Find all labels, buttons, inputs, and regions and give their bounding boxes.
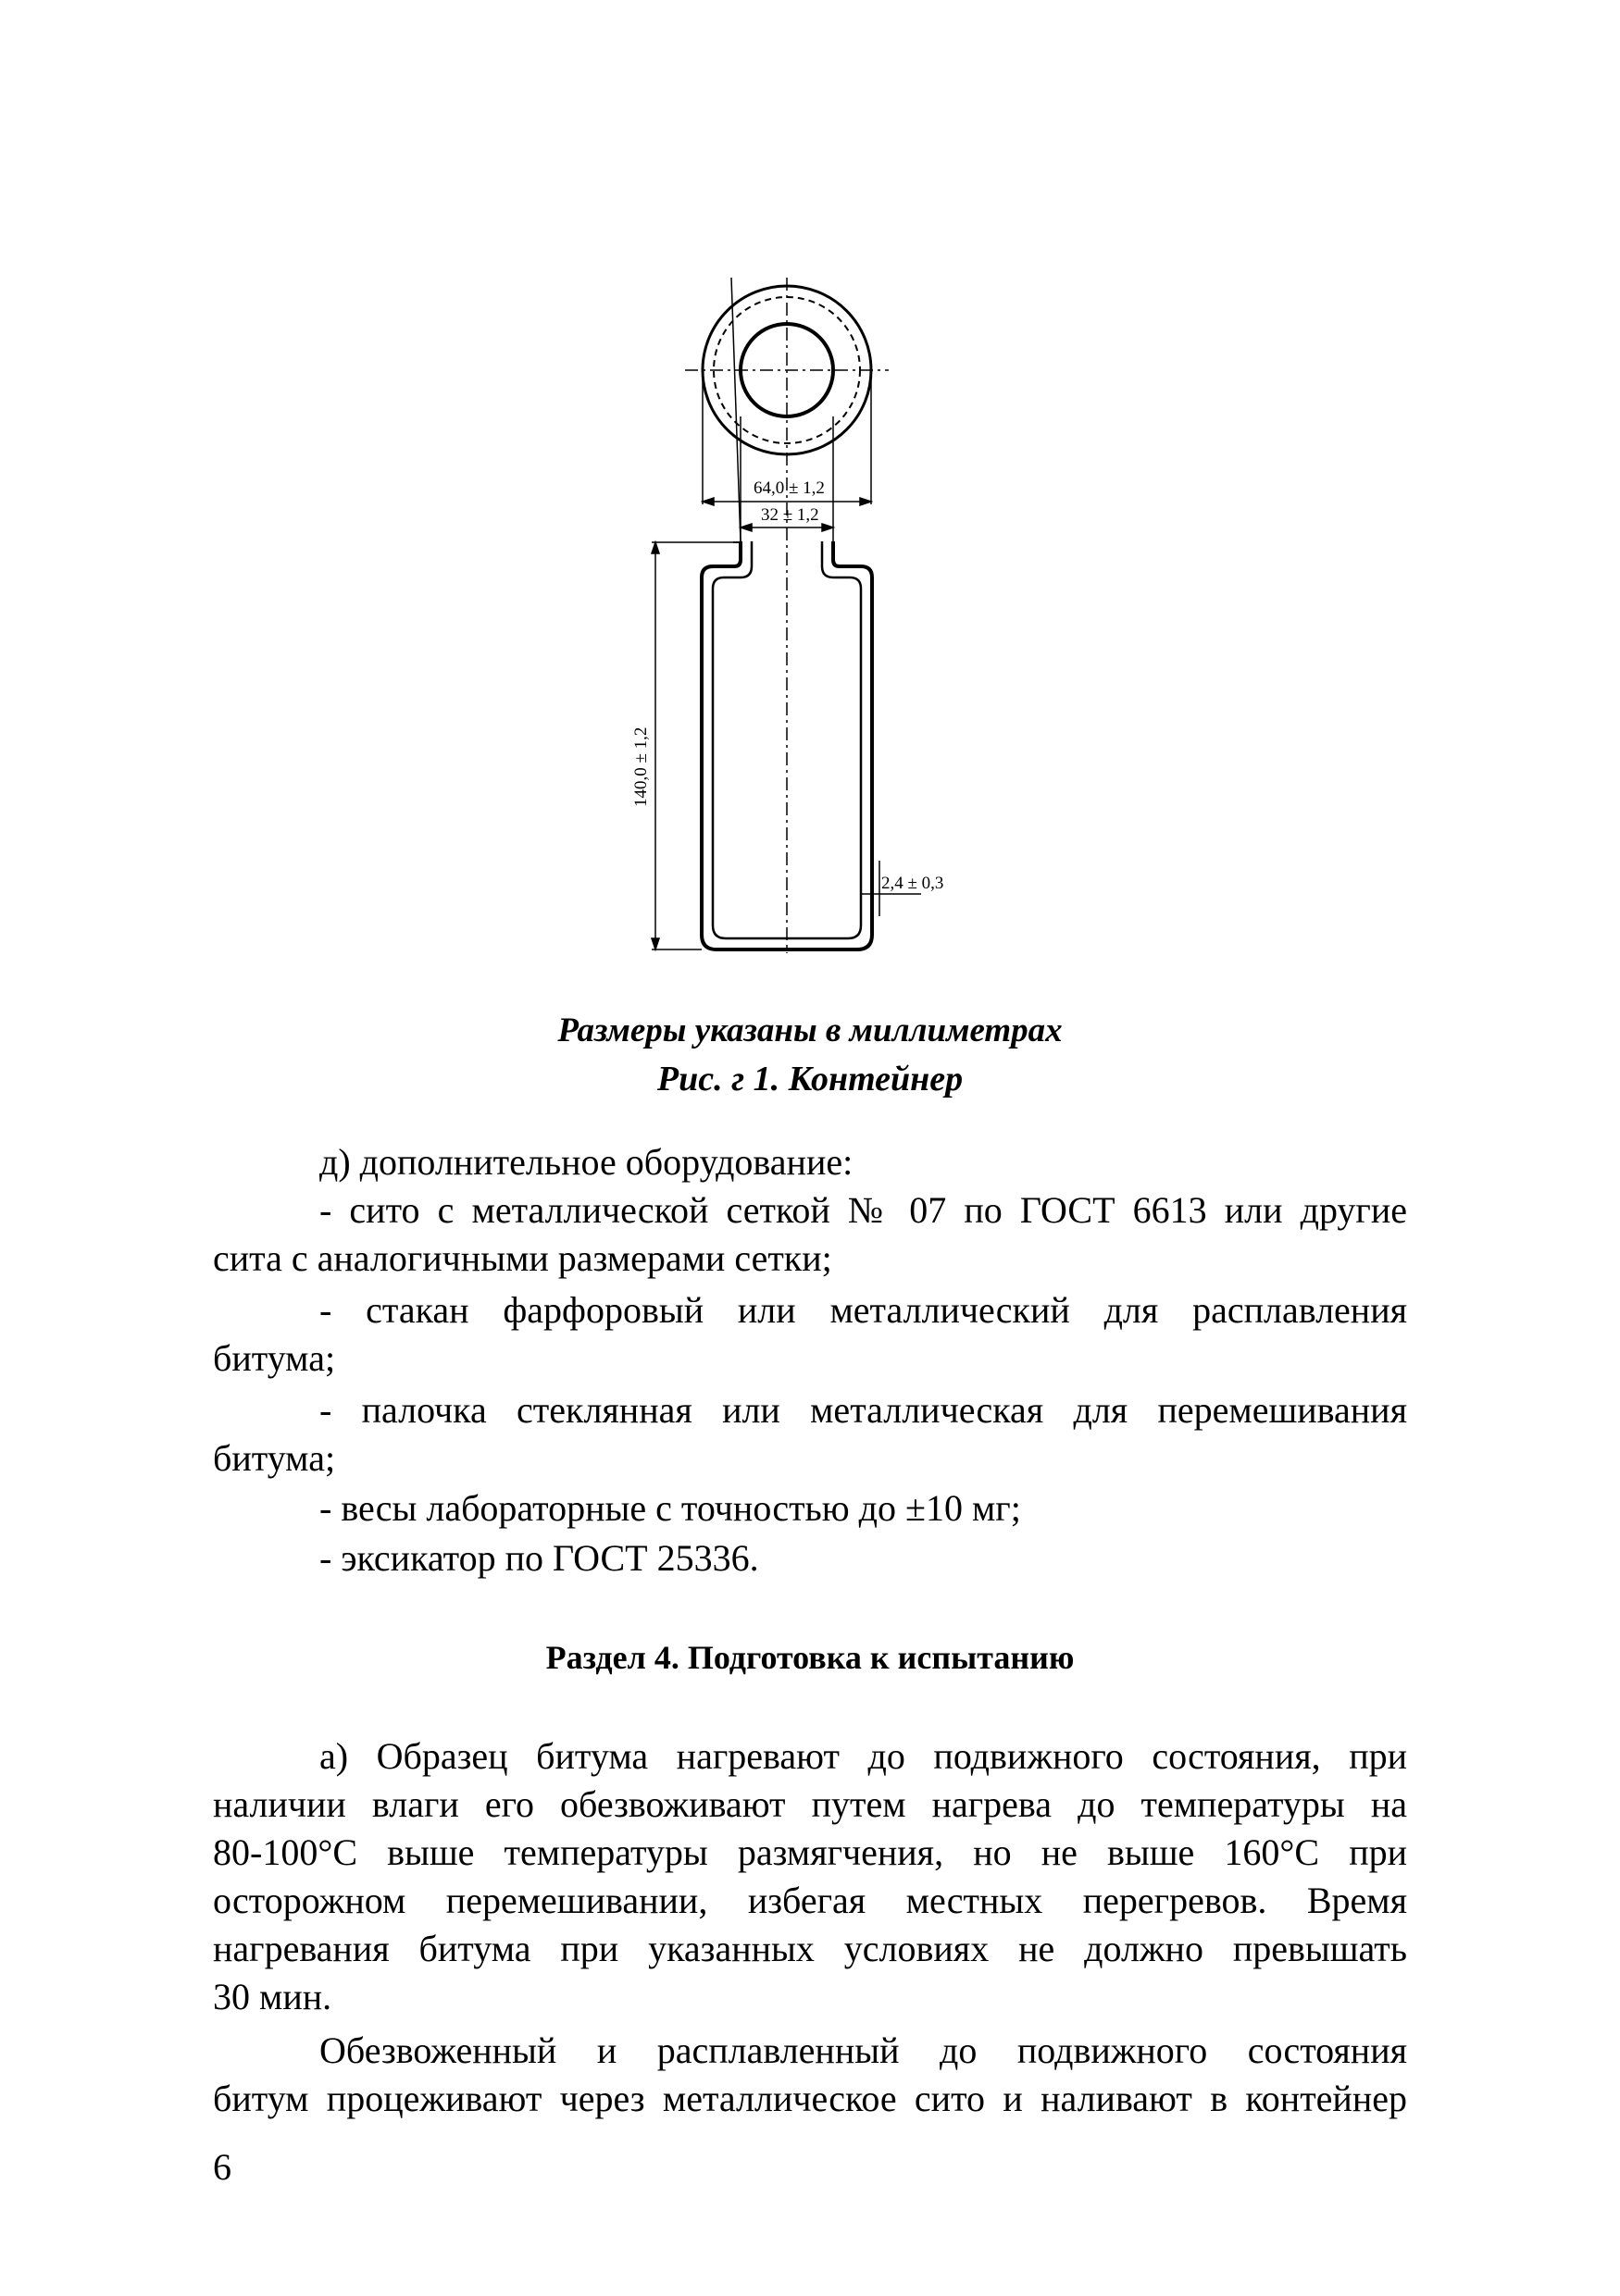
para-a-line-1: а) Образец битума нагревают до подвижного состояния, при <box>319 1735 1407 1777</box>
figure-caption-units: Размеры указаны в миллиметрах <box>557 1011 1063 1049</box>
page-number: 6 <box>213 2146 231 2188</box>
equipment-item-desiccator: - эксикатор по ГОСТ 25336. <box>319 1537 759 1579</box>
equipment-item-rod-line2: битума; <box>213 1437 336 1479</box>
equipment-item-beaker-line2: битума; <box>213 1337 336 1379</box>
equipment-item-scales: - весы лабораторные с точностью до ±10 мг; <box>319 1487 1021 1529</box>
container-drawing <box>602 278 1009 962</box>
wall-thickness-label: 2,4 ± 0,3 <box>881 874 944 893</box>
container-drawing-svg <box>602 278 1009 962</box>
equipment-item-beaker-line1: - стакан фарфоровый или металлический для расплавления <box>319 1289 1407 1331</box>
neck-dim-arrow-left <box>741 524 752 531</box>
para-b-line-2: битум процеживают через металлическое сито и наливают в контейнер <box>213 2078 1407 2119</box>
neck-dim-arrow-right <box>822 524 833 531</box>
neck-diameter-label: 32 ± 1,2 <box>761 505 819 525</box>
height-label: 140,0 ± 1,2 <box>631 726 651 807</box>
height-dim-arrow-bottom <box>652 938 659 949</box>
para-b-line-1: Обезвоженный и расплавленный до подвижного состояния <box>319 2029 1407 2071</box>
para-a-line-5: нагревания битума при указанных условиях не должно превышать <box>213 1928 1407 1969</box>
height-dim-ext-top <box>731 278 741 542</box>
para-a-line-6: 30 мин. <box>213 1976 332 2017</box>
section-heading: Раздел 4. Подготовка к испытанию <box>545 1639 1075 1676</box>
equipment-item-sieve-line1: - сито с металлической сеткой № 07 по ГОСТ 6613 или другие <box>319 1189 1407 1231</box>
equipment-item-rod-line1: - палочка стеклянная или металлическая для перемешивания <box>319 1389 1407 1431</box>
equipment-intro: д) дополнительное оборудование: <box>319 1141 854 1183</box>
figure-caption-title: Рис. г 1. Контейнер <box>656 1060 964 1098</box>
outer-dim-arrow-left <box>703 498 714 505</box>
para-a-line-4: осторожном перемешивании, избегая местных перегревов. Время <box>213 1880 1407 1921</box>
height-dim-arrow-top <box>652 542 659 553</box>
para-a-line-2: наличии влаги его обезвоживают путем нагрева до температуры на <box>213 1783 1407 1825</box>
outer-dim-arrow-right <box>860 498 871 505</box>
equipment-item-sieve-line2: сита с аналогичными размерами сетки; <box>213 1237 832 1279</box>
outer-diameter-label: 64,0 ± 1,2 <box>754 478 825 498</box>
para-a-line-3: 80-100°С выше температуры размягчения, но не выше 160°С при <box>213 1831 1407 1873</box>
